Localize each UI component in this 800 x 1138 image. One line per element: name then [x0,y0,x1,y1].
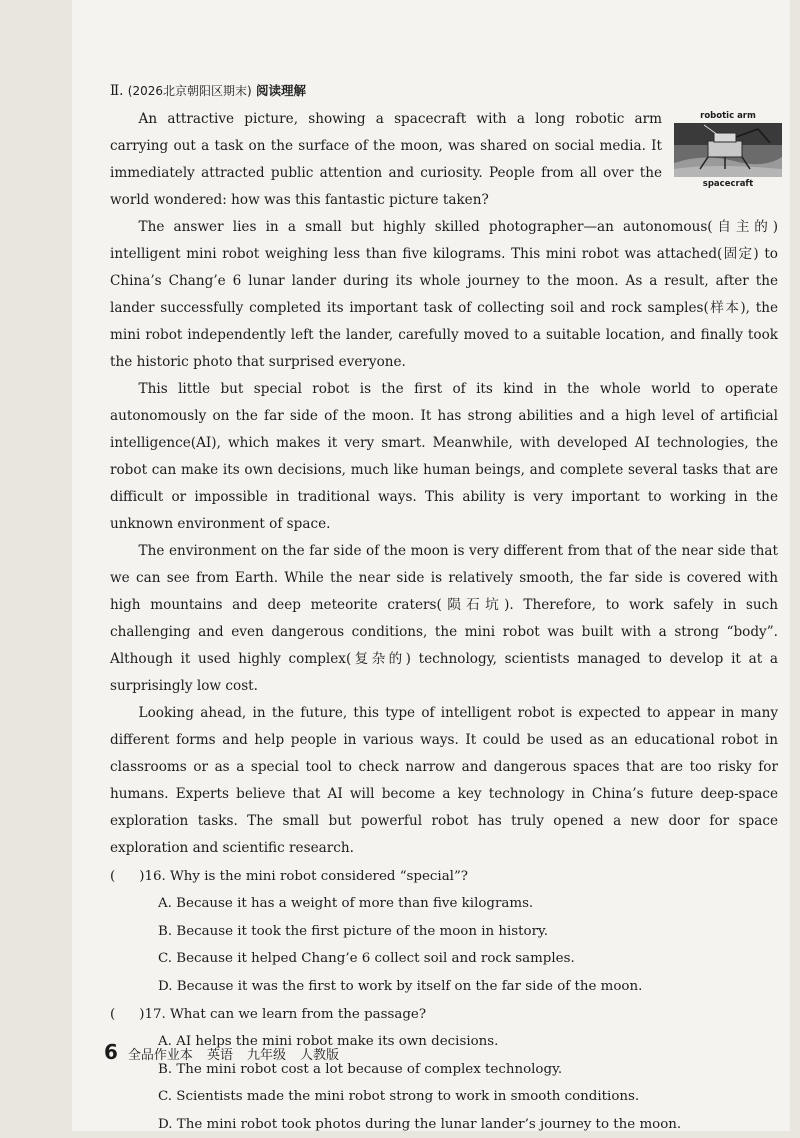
question-text: 17. What can we learn from the passage? [144,1007,426,1022]
question-stem [110,1001,778,1028]
passage-paragraph-3: This little but special robot is the first of its kind in the whole world to operate autonomously on the far side of the moon. It has strong abilities and a high level of artificial intelligence(AI), which makes it very smart. Meanwhile, with developed AI technologies, the robot can make its own decisions, much like human beings, and complete several tasks that are difficult or impossible in traditional ways. This ability is very important to working in the unknown environment of space. [110,376,778,538]
moon-photo-figure [672,110,784,190]
question-text: 16. Why is the mini robot considered “special”? [144,869,468,884]
passage-paragraph-4: The environment on the far side of the moon is very different from that of the near side that we can see from Earth. While the near side is relatively smooth, the far side is covered with high mountains and deep meteorite craters(陨石坑). Therefore, to work safely in such challenging and even dangerous conditions, the mini robot was built with a strong “body”. Although it used highly complex(复杂的) technology, scientists managed to develop it at a surprisingly low cost. [110,538,778,700]
option-a: A. Because it has a weight of more than five kilograms. [110,890,778,918]
book-title: 全品作业本 [128,1044,193,1063]
page-footer [104,1040,343,1064]
answer-paren-open: ( [110,869,115,884]
figure-bottom-label: spacecraft [672,178,784,190]
workbook-page [72,0,790,1131]
option-c: C. Because it helped Chang’e 6 collect soil and rock samples. [110,945,778,973]
figure-top-label: robotic arm [672,110,784,122]
answer-paren-close: ) [139,869,144,884]
section-heading [110,80,778,102]
question-16 [110,863,778,1000]
option-b: B. Because it took the first picture of the moon in history. [110,918,778,946]
passage-paragraph-5: Looking ahead, in the future, this type of intelligent robot is expected to appear in many different forms and help people in various ways. It could be used as an educational robot in classrooms or as a special tool to check narrow and dangerous spaces that are too risky for humans. Experts believe that AI will become a key technology in China’s future deep-space exploration tasks. The small but powerful robot has truly opened a new door for space exploration and scientific research. [110,700,778,862]
passage-paragraph-2: The answer lies in a small but highly skilled photographer—an autonomous(自主的) intelligent mini robot weighing less than five kilograms. This mini robot was attached(固定) to China’s Chang’e 6 lunar lander during its whole journey to the moon. As a result, after the lander successfully completed its important task of collecting soil and rock samples(样本), the mini robot independently left the lander, carefully moved to a suitable location, and finally took the historic photo that surprised everyone. [110,214,778,376]
option-b: B. The mini robot cost a lot because of complex technology. [110,1056,778,1084]
answer-paren-open: ( [110,1007,115,1022]
section-numeral: Ⅱ. [110,83,123,99]
question-stem [110,863,778,890]
subject-label: 英语 [207,1044,233,1063]
option-d: D. Because it was the first to work by itself on the far side of the moon. [110,973,778,1001]
option-c: C. Scientists made the mini robot strong to work in smooth conditions. [110,1083,778,1111]
option-d: D. The mini robot took photos during the lunar lander’s journey to the moon. [110,1111,778,1138]
spacecraft-photo [674,123,782,177]
section-title: 阅读理解 [256,83,306,98]
option-a: A. AI helps the mini robot make its own decisions. [110,1028,778,1056]
page-number: 6 [104,1040,118,1064]
answer-paren-close: ) [139,1007,144,1022]
question-17 [110,1001,778,1138]
grade-label: 九年级 [247,1044,286,1063]
section-source: (2026北京朝阳区期末) [128,84,252,98]
edition-label: 人教版 [300,1044,339,1063]
reading-section [110,80,778,1138]
passage-paragraph-1: An attractive picture, showing a spacecraft with a long robotic arm carrying out a task on the surface of the moon, was shared on social media. It immediately attracted public attention and curiosity. People from all over the world wondered: how was this fantastic picture taken? [110,106,778,214]
